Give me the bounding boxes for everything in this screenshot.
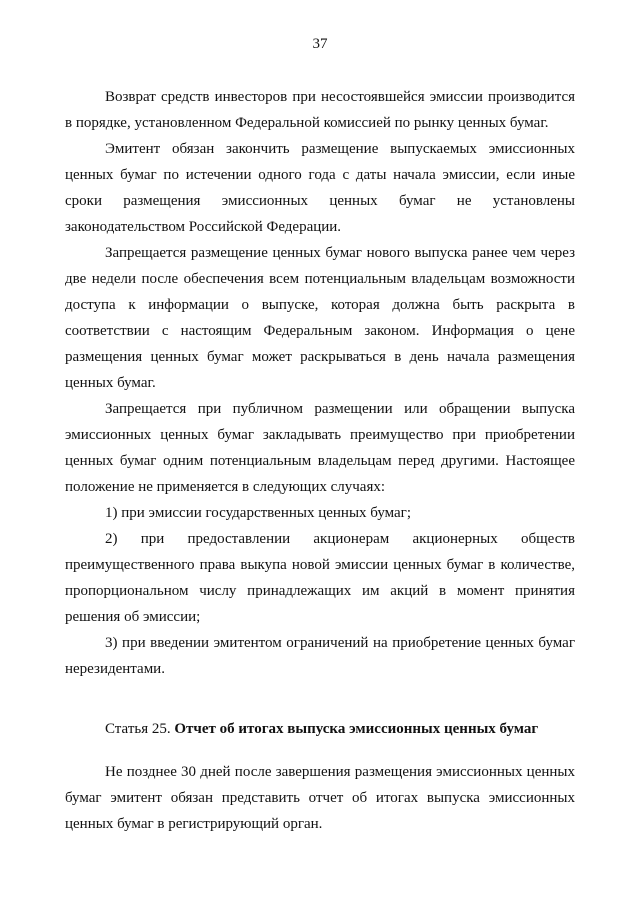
paragraph-placement-prohibition: Запрещается размещение ценных бумаг нового выпуска ранее чем через две недели после обеспечения всем потенциальным владельцам возможности доступа к информации о выпуске, которая должна быть раскрыта в соответствии с настоящим Федеральным законом. Информация о цене размещения ценных бумаг может раскрываться в день начала размещения ценных бумаг.: [65, 245, 575, 391]
paragraph-report-deadline: Не позднее 30 дней после завершения размещения эмиссионных ценных бумаг эмитент обязан представить отчет об итогах выпуска эмиссионных ценных бумаг в регистрирующий орган.: [65, 764, 575, 832]
paragraph-placement-deadline: Эмитент обязан закончить размещение выпускаемых эмиссионных ценных бумаг по истечении одного года с даты начала эмиссии, если иные сроки размещения эмиссионных ценных бумаг не установлены законодательством Российской Федерации.: [65, 141, 575, 235]
page-number: 37: [312, 36, 328, 52]
list-item-2: 2) при предоставлении акционерам акционерных обществ преимущественного права выкупа новой эмиссии ценных бумаг в количестве, пропорциональном числу принадлежащих им акций в момент принятия решения об эмиссии;: [65, 531, 575, 625]
paragraph-preference-prohibition: Запрещается при публичном размещении или обращении выпуска эмиссионных ценных бумаг закладывать преимущество при приобретении ценных бумаг одним потенциальным владельцам перед другими. Настоящее положение не применяется в следующих случаях:: [65, 401, 575, 495]
article-heading: [65, 716, 575, 742]
paragraph-refund: Возврат средств инвесторов при несостоявшейся эмиссии производится в порядке, установленном Федеральной комиссией по рынку ценных бумаг.: [65, 89, 575, 131]
article-label: Статья 25.: [105, 721, 171, 737]
list-item-1: 1) при эмиссии государственных ценных бумаг;: [105, 505, 411, 521]
article-title: Отчет об итогах выпуска эмиссионных ценных бумаг: [174, 721, 539, 737]
list-item-3: 3) при введении эмитентом ограничений на приобретение ценных бумаг нерезидентами.: [65, 635, 575, 677]
document-body: [65, 84, 575, 837]
